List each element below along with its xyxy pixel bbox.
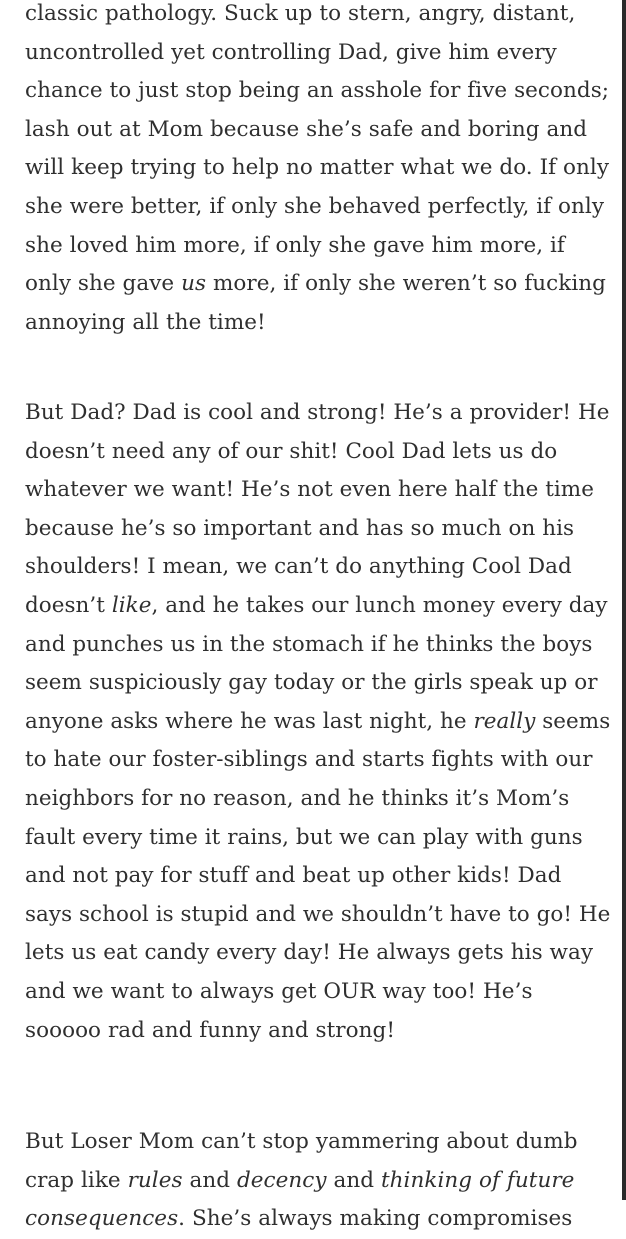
text-run: classic pathology. Suck up to stern, angry, distant, xyxy=(25,1,576,26)
text-line xyxy=(25,188,609,227)
text-line xyxy=(25,510,610,549)
text-run: anyone asks where he was last night, he xyxy=(25,708,474,734)
text-line xyxy=(25,664,610,703)
text-line xyxy=(25,626,610,665)
text-run: and not pay for stuff and beat up other kids! Dad xyxy=(25,863,562,889)
emphasized-text: thinking of future xyxy=(380,1167,575,1193)
emphasized-text: decency xyxy=(236,1167,327,1193)
emphasized-text: like xyxy=(111,592,152,618)
text-run: lash out at Mom because she’s safe and boring and xyxy=(25,116,588,142)
text-run: shoulders! I mean, we can’t do anything Cool Dad xyxy=(25,554,572,580)
text-run: she were better, if only she behaved perfectly, if only xyxy=(25,193,605,219)
text-line xyxy=(25,1123,578,1162)
text-line xyxy=(25,394,610,433)
text-run: will keep trying to help no matter what we do. If only xyxy=(25,155,610,181)
text-run: fault every time it rains, but we can play with guns xyxy=(25,824,583,850)
text-line xyxy=(25,72,609,111)
paragraph xyxy=(25,394,610,1050)
text-run: and punches us in the stomach if he thinks the boys xyxy=(25,631,593,657)
text-run: annoying all the time! xyxy=(25,309,266,335)
text-run: crap like xyxy=(25,1167,128,1193)
text-line xyxy=(25,1012,610,1051)
text-line xyxy=(25,819,610,858)
emphasized-text: consequences xyxy=(25,1206,179,1232)
text-line xyxy=(25,587,610,626)
text-line xyxy=(25,111,609,150)
text-run: doesn’t need any of our shit! Cool Dad lets us do xyxy=(25,438,558,464)
text-run: only she gave xyxy=(25,271,182,297)
emphasized-text: rules xyxy=(127,1167,183,1193)
text-line xyxy=(25,741,610,780)
text-line xyxy=(25,857,610,896)
text-run: , and he takes our lunch money every day xyxy=(151,592,608,618)
text-line xyxy=(25,265,609,304)
text-run: . She’s always making compromises xyxy=(178,1206,573,1232)
text-run: because he’s so important and has so much on his xyxy=(25,515,575,541)
text-run: lets us eat candy every day! He always gets his way xyxy=(25,940,594,966)
text-run: and xyxy=(182,1167,237,1193)
text-run: doesn’t xyxy=(25,592,112,618)
text-line xyxy=(25,896,610,935)
text-run: But Dad? Dad is cool and strong! He’s a provider! He xyxy=(25,400,610,425)
text-line xyxy=(25,149,609,188)
paragraph xyxy=(25,0,609,342)
text-run: whatever we want! He’s not even here half the time xyxy=(25,477,594,503)
text-run: seem suspiciously gay today or the girls speak up or xyxy=(25,670,598,696)
text-line xyxy=(25,1200,578,1239)
text-run: uncontrolled yet controlling Dad, give him every xyxy=(25,39,557,65)
text-run: more, if only she weren’t so fucking xyxy=(206,271,606,297)
text-run: But Loser Mom can’t stop yammering about dumb xyxy=(25,1129,578,1154)
text-line xyxy=(25,1162,578,1201)
text-line xyxy=(25,548,610,587)
text-run: and we want to always get OUR way too! He’s xyxy=(25,978,533,1004)
text-run: sooooo rad and funny and strong! xyxy=(25,1017,396,1043)
text-line xyxy=(25,973,610,1012)
text-run: she loved him more, if only she gave him more, if xyxy=(25,232,565,258)
text-run: neighbors for no reason, and he thinks it’s Mom’s xyxy=(25,785,570,811)
text-line xyxy=(25,934,610,973)
text-line xyxy=(25,703,610,742)
text-line xyxy=(25,0,609,34)
scrollbar[interactable] xyxy=(622,0,626,1200)
text-line xyxy=(25,433,610,472)
text-line xyxy=(25,34,609,73)
text-run: to hate our foster-siblings and starts fights with our xyxy=(25,747,593,773)
text-line xyxy=(25,471,610,510)
text-run: and xyxy=(326,1167,381,1193)
text-run: chance to just stop being an asshole for five seconds; xyxy=(25,78,610,104)
emphasized-text: us xyxy=(181,271,207,297)
text-run: says school is stupid and we shouldn’t have to go! He xyxy=(25,901,611,927)
paragraph xyxy=(25,1123,578,1239)
text-line xyxy=(25,304,609,343)
text-run: seems xyxy=(535,708,611,734)
emphasized-text: really xyxy=(473,708,536,734)
text-line xyxy=(25,227,609,266)
text-line xyxy=(25,780,610,819)
